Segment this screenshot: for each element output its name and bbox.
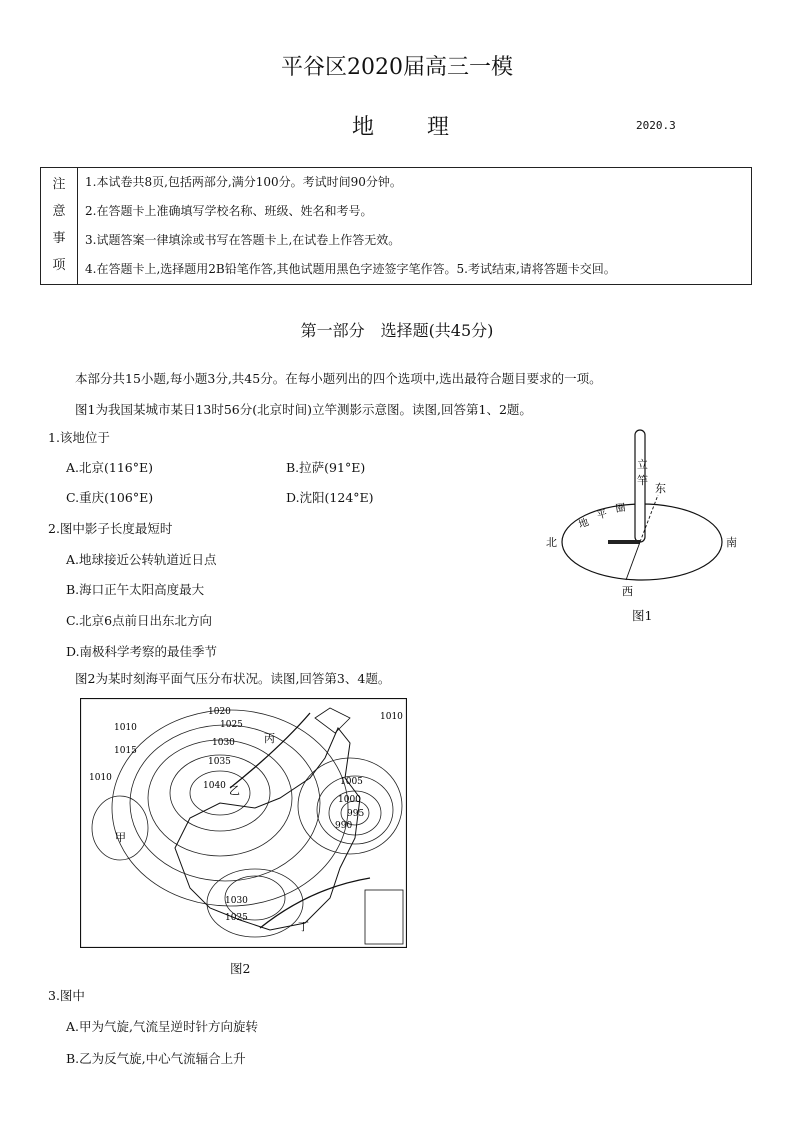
- region-yi: 乙: [229, 784, 240, 797]
- subject-char-2: 理: [427, 115, 451, 140]
- fig1-intro: 图1为我国某城市某日13时56分(北京时间)立竿测影示意图。读图,回答第1、2题。: [75, 402, 532, 417]
- notice-line: 1.本试卷共8页,包括两部分,满分100分。考试时间90分钟。: [85, 175, 402, 189]
- figure-1-caption: 图1: [632, 608, 653, 623]
- isobar-label: 1025: [220, 720, 243, 730]
- q3-option-a: A.甲为气旋,气流呈逆时针方向旋转: [66, 1019, 258, 1034]
- notice-box: [40, 167, 752, 285]
- notice-label-char: 事: [52, 231, 66, 246]
- isobar-label: 1030: [212, 738, 235, 748]
- horizon-label-3: 圈: [614, 502, 627, 515]
- q3-option-b: B.乙为反气旋,中心气流辐合上升: [66, 1051, 246, 1066]
- question-3-stem: 3.图中: [48, 988, 85, 1003]
- figure-2-map: [80, 698, 407, 948]
- isobar-label: 990: [335, 821, 353, 831]
- isobar-label: 1010: [380, 712, 403, 722]
- q2-option-a: A.地球接近公转轨道近日点: [66, 552, 217, 567]
- isobar-label: 1025: [225, 913, 248, 923]
- inset-map: [365, 890, 403, 944]
- notice-label-char: 意: [52, 204, 66, 219]
- horizon-label-1: 地: [577, 517, 591, 531]
- q1-option-d: D.沈阳(124°E): [286, 490, 374, 505]
- q1-option-b: B.拉萨(91°E): [286, 460, 366, 475]
- question-2-stem: 2.图中影子长度最短时: [48, 521, 173, 536]
- question-1-stem: 1.该地位于: [48, 430, 110, 445]
- dir-west: 西: [622, 585, 633, 598]
- q2-option-b: B.海口正午太阳高度最大: [66, 582, 205, 597]
- part1-intro: 本部分共15小题,每小题3分,共45分。在每小题列出的四个选项中,选出最符合题目要求的一项。: [75, 371, 602, 386]
- notice-line: 2.在答题卡上准确填写学校名称、班级、姓名和考号。: [85, 204, 373, 218]
- exam-date: 2020.3: [636, 119, 676, 132]
- pole-label-2: 竿: [637, 474, 648, 487]
- subject-title: [352, 110, 450, 141]
- figure-1-diagram: [540, 420, 750, 630]
- isobar-label: 1015: [114, 746, 137, 756]
- exam-title: 平谷区2020届高三一模: [281, 55, 513, 80]
- dir-east: 东: [655, 482, 666, 495]
- isobar-label: 995: [347, 809, 365, 819]
- isobar-label: 1040: [203, 781, 226, 791]
- isobar-label: 1030: [225, 896, 248, 906]
- isobar-label: 1005: [340, 777, 363, 787]
- q2-option-d: D.南极科学考察的最佳季节: [66, 644, 218, 659]
- region-bing: 丙: [264, 732, 275, 745]
- fig2-intro: 图2为某时刻海平面气压分布状况。读图,回答第3、4题。: [75, 671, 391, 686]
- q1-option-c: C.重庆(106°E): [66, 490, 154, 505]
- part1-heading: 第一部分 选择题(共45分): [300, 321, 494, 340]
- subject-char-1: 地: [352, 115, 376, 140]
- horizon-label-2: 平: [595, 508, 609, 522]
- notice-label-char: 项: [52, 258, 66, 273]
- notice-line: 4.在答题卡上,选择题用2B铅笔作答,其他试题用黑色字迹签字笔作答。5.考试结束,请将答题卡交回。: [85, 262, 616, 276]
- q1-option-a: A.北京(116°E): [66, 460, 153, 475]
- isobar-label: 1010: [114, 723, 137, 733]
- region-ding: 丁: [298, 920, 309, 933]
- q2-option-c: C.北京6点前日出东北方向: [66, 613, 213, 628]
- figure-2-caption: 图2: [230, 961, 251, 976]
- notice-label-char: 注: [52, 177, 66, 192]
- isobar-label: 1020: [208, 707, 231, 717]
- isobar-label: 1000: [338, 795, 361, 805]
- west-line: [626, 542, 640, 580]
- pole-label-1: 立: [637, 458, 648, 471]
- region-jia: 甲: [115, 831, 126, 844]
- dir-south: 南: [726, 536, 737, 549]
- isobar-label: 1010: [89, 773, 112, 783]
- dir-north: 北: [546, 536, 557, 549]
- isobar-label: 1035: [208, 757, 231, 767]
- notice-label: [41, 168, 78, 284]
- notice-line: 3.试题答案一律填涂或书写在答题卡上,在试卷上作答无效。: [85, 233, 401, 247]
